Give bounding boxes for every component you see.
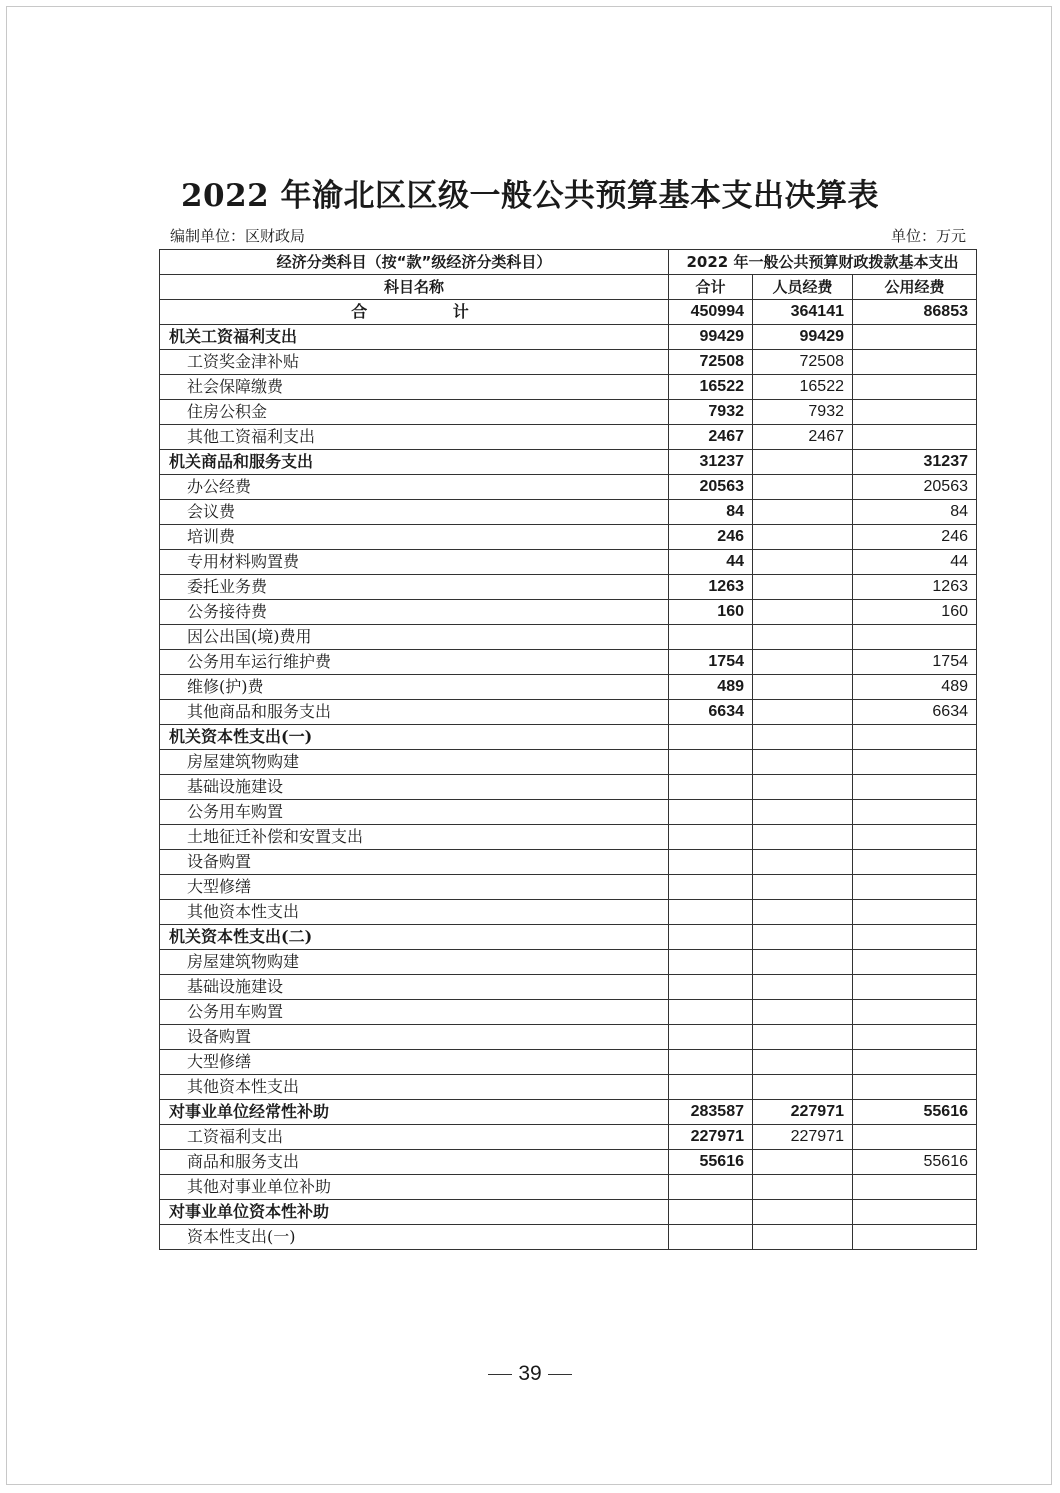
row-item-name: 专用材料购置费 bbox=[160, 550, 669, 575]
row-total-value bbox=[669, 950, 753, 975]
row-public-value bbox=[853, 1050, 977, 1075]
row-item-name: 商品和服务支出 bbox=[160, 1150, 669, 1175]
table-row bbox=[160, 875, 977, 900]
row-item-name: 其他工资福利支出 bbox=[160, 425, 669, 450]
table-row bbox=[160, 1000, 977, 1025]
row-public-value bbox=[853, 350, 977, 375]
table-body bbox=[160, 300, 977, 1250]
row-personnel-value bbox=[753, 700, 853, 725]
row-total-value: 72508 bbox=[669, 350, 753, 375]
header-total: 合计 bbox=[669, 275, 753, 300]
row-public-value: 1754 bbox=[853, 650, 977, 675]
row-public-value: 160 bbox=[853, 600, 977, 625]
row-public-value: 1263 bbox=[853, 575, 977, 600]
row-public-value: 246 bbox=[853, 525, 977, 550]
row-public-value bbox=[853, 925, 977, 950]
row-total-value: 1754 bbox=[669, 650, 753, 675]
row-personnel-value bbox=[753, 500, 853, 525]
row-total-value bbox=[669, 1225, 753, 1250]
row-item-name: 公务用车购置 bbox=[160, 1000, 669, 1025]
row-public-value: 489 bbox=[853, 675, 977, 700]
row-personnel-value: 16522 bbox=[753, 375, 853, 400]
row-item-name: 合 计 bbox=[160, 300, 669, 325]
row-personnel-value bbox=[753, 850, 853, 875]
row-public-value bbox=[853, 825, 977, 850]
table-row bbox=[160, 950, 977, 975]
row-personnel-value: 99429 bbox=[753, 325, 853, 350]
row-public-value bbox=[853, 325, 977, 350]
row-total-value bbox=[669, 625, 753, 650]
row-item-name: 机关资本性支出(一) bbox=[160, 725, 669, 750]
row-item-name: 大型修缮 bbox=[160, 1050, 669, 1075]
row-item-name: 机关资本性支出(二) bbox=[160, 925, 669, 950]
row-total-value: 55616 bbox=[669, 1150, 753, 1175]
row-total-value: 160 bbox=[669, 600, 753, 625]
row-total-value bbox=[669, 900, 753, 925]
row-personnel-value bbox=[753, 550, 853, 575]
row-public-value bbox=[853, 400, 977, 425]
row-item-name: 对事业单位经常性补助 bbox=[160, 1100, 669, 1125]
row-personnel-value bbox=[753, 625, 853, 650]
row-total-value bbox=[669, 775, 753, 800]
table-row bbox=[160, 1025, 977, 1050]
row-personnel-value bbox=[753, 725, 853, 750]
row-item-name: 其他商品和服务支出 bbox=[160, 700, 669, 725]
table-row bbox=[160, 800, 977, 825]
row-total-value: 450994 bbox=[669, 300, 753, 325]
row-item-name: 房屋建筑物购建 bbox=[160, 750, 669, 775]
row-item-name: 对事业单位资本性补助 bbox=[160, 1200, 669, 1225]
row-personnel-value bbox=[753, 675, 853, 700]
table-row bbox=[160, 600, 977, 625]
row-personnel-value bbox=[753, 950, 853, 975]
table-row bbox=[160, 900, 977, 925]
row-public-value bbox=[853, 950, 977, 975]
row-item-name: 设备购置 bbox=[160, 1025, 669, 1050]
row-item-name: 其他对事业单位补助 bbox=[160, 1175, 669, 1200]
row-personnel-value bbox=[753, 1075, 853, 1100]
row-item-name: 公务用车运行维护费 bbox=[160, 650, 669, 675]
row-public-value: 55616 bbox=[853, 1100, 977, 1125]
row-total-value bbox=[669, 1000, 753, 1025]
row-personnel-value bbox=[753, 1200, 853, 1225]
row-total-value: 7932 bbox=[669, 400, 753, 425]
table-row bbox=[160, 700, 977, 725]
table-row bbox=[160, 1150, 977, 1175]
table-row bbox=[160, 525, 977, 550]
row-personnel-value bbox=[753, 925, 853, 950]
row-total-value bbox=[669, 925, 753, 950]
table-row bbox=[160, 850, 977, 875]
row-item-name: 因公出国(境)费用 bbox=[160, 625, 669, 650]
row-public-value bbox=[853, 975, 977, 1000]
row-total-value: 489 bbox=[669, 675, 753, 700]
row-public-value: 55616 bbox=[853, 1150, 977, 1175]
budget-table bbox=[159, 249, 977, 1250]
row-item-name: 其他资本性支出 bbox=[160, 900, 669, 925]
row-public-value bbox=[853, 850, 977, 875]
row-personnel-value bbox=[753, 900, 853, 925]
row-item-name: 资本性支出(一) bbox=[160, 1225, 669, 1250]
row-personnel-value bbox=[753, 975, 853, 1000]
row-item-name: 委托业务费 bbox=[160, 575, 669, 600]
row-total-value bbox=[669, 1200, 753, 1225]
row-personnel-value: 7932 bbox=[753, 400, 853, 425]
row-public-value bbox=[853, 1025, 977, 1050]
row-public-value bbox=[853, 425, 977, 450]
row-personnel-value: 2467 bbox=[753, 425, 853, 450]
row-personnel-value bbox=[753, 1000, 853, 1025]
row-total-value bbox=[669, 850, 753, 875]
table-row bbox=[160, 1200, 977, 1225]
row-personnel-value bbox=[753, 1050, 853, 1075]
row-public-value: 84 bbox=[853, 500, 977, 525]
table-row bbox=[160, 750, 977, 775]
page-number-value: 39 bbox=[518, 1362, 542, 1385]
table-row bbox=[160, 400, 977, 425]
row-total-value: 20563 bbox=[669, 475, 753, 500]
table-row bbox=[160, 1225, 977, 1250]
table-row bbox=[160, 575, 977, 600]
row-item-name: 培训费 bbox=[160, 525, 669, 550]
unit-label: 单位：万元 bbox=[890, 227, 966, 245]
row-total-value: 246 bbox=[669, 525, 753, 550]
row-personnel-value: 72508 bbox=[753, 350, 853, 375]
row-personnel-value bbox=[753, 450, 853, 475]
row-public-value bbox=[853, 1075, 977, 1100]
row-personnel-value bbox=[753, 525, 853, 550]
row-personnel-value bbox=[753, 575, 853, 600]
table-row bbox=[160, 975, 977, 1000]
row-public-value bbox=[853, 1175, 977, 1200]
row-item-name: 设备购置 bbox=[160, 850, 669, 875]
header-personnel: 人员经费 bbox=[753, 275, 853, 300]
row-public-value bbox=[853, 725, 977, 750]
row-personnel-value bbox=[753, 650, 853, 675]
table-row bbox=[160, 375, 977, 400]
header-classification: 经济分类科目（按“款”级经济分类科目） bbox=[160, 250, 669, 275]
row-public-value: 20563 bbox=[853, 475, 977, 500]
page-number-dash-right bbox=[548, 1374, 572, 1375]
row-total-value: 227971 bbox=[669, 1125, 753, 1150]
row-item-name: 基础设施建设 bbox=[160, 975, 669, 1000]
row-total-value: 44 bbox=[669, 550, 753, 575]
compiler-label: 编制单位：区财政局 bbox=[170, 227, 306, 245]
table-row bbox=[160, 1175, 977, 1200]
row-total-value: 16522 bbox=[669, 375, 753, 400]
row-public-value bbox=[853, 375, 977, 400]
table-row bbox=[160, 325, 977, 350]
row-item-name: 维修(护)费 bbox=[160, 675, 669, 700]
table-row bbox=[160, 425, 977, 450]
row-public-value: 6634 bbox=[853, 700, 977, 725]
row-item-name: 公务接待费 bbox=[160, 600, 669, 625]
row-total-value bbox=[669, 1175, 753, 1200]
table-row bbox=[160, 775, 977, 800]
row-item-name: 其他资本性支出 bbox=[160, 1075, 669, 1100]
row-item-name: 基础设施建设 bbox=[160, 775, 669, 800]
row-personnel-value bbox=[753, 475, 853, 500]
page-number-dash-left bbox=[488, 1374, 512, 1375]
row-total-value: 99429 bbox=[669, 325, 753, 350]
row-item-name: 房屋建筑物购建 bbox=[160, 950, 669, 975]
table-row bbox=[160, 500, 977, 525]
row-public-value: 44 bbox=[853, 550, 977, 575]
row-personnel-value bbox=[753, 1175, 853, 1200]
row-total-value bbox=[669, 1075, 753, 1100]
row-total-value bbox=[669, 825, 753, 850]
row-personnel-value bbox=[753, 875, 853, 900]
row-item-name: 大型修缮 bbox=[160, 875, 669, 900]
row-public-value bbox=[853, 750, 977, 775]
row-item-name: 社会保障缴费 bbox=[160, 375, 669, 400]
row-public-value bbox=[853, 1125, 977, 1150]
table-row bbox=[160, 1050, 977, 1075]
row-total-value bbox=[669, 975, 753, 1000]
table-row bbox=[160, 550, 977, 575]
table-row bbox=[160, 625, 977, 650]
table-row bbox=[160, 1125, 977, 1150]
row-total-value: 1263 bbox=[669, 575, 753, 600]
table-row bbox=[160, 725, 977, 750]
row-personnel-value bbox=[753, 825, 853, 850]
row-item-name: 机关工资福利支出 bbox=[160, 325, 669, 350]
row-public-value bbox=[853, 625, 977, 650]
row-public-value: 86853 bbox=[853, 300, 977, 325]
table-row bbox=[160, 825, 977, 850]
table-row bbox=[160, 925, 977, 950]
row-personnel-value bbox=[753, 600, 853, 625]
row-item-name: 住房公积金 bbox=[160, 400, 669, 425]
row-total-value: 31237 bbox=[669, 450, 753, 475]
row-personnel-value bbox=[753, 1225, 853, 1250]
row-personnel-value: 227971 bbox=[753, 1100, 853, 1125]
table-row bbox=[160, 475, 977, 500]
table-row bbox=[160, 350, 977, 375]
row-item-name: 公务用车购置 bbox=[160, 800, 669, 825]
row-personnel-value bbox=[753, 800, 853, 825]
table-row bbox=[160, 675, 977, 700]
row-total-value: 2467 bbox=[669, 425, 753, 450]
row-public-value bbox=[853, 1200, 977, 1225]
row-public-value bbox=[853, 875, 977, 900]
table-row bbox=[160, 450, 977, 475]
row-public-value bbox=[853, 775, 977, 800]
row-item-name: 办公经费 bbox=[160, 475, 669, 500]
row-public-value bbox=[853, 900, 977, 925]
table-row bbox=[160, 300, 977, 325]
row-total-value bbox=[669, 725, 753, 750]
row-item-name: 会议费 bbox=[160, 500, 669, 525]
row-public-value: 31237 bbox=[853, 450, 977, 475]
row-public-value bbox=[853, 1225, 977, 1250]
row-personnel-value: 364141 bbox=[753, 300, 853, 325]
table-row bbox=[160, 1075, 977, 1100]
header-budget-group: 2022 年一般公共预算财政拨款基本支出 bbox=[669, 250, 977, 275]
row-total-value: 283587 bbox=[669, 1100, 753, 1125]
header-public: 公用经费 bbox=[853, 275, 977, 300]
row-total-value bbox=[669, 1050, 753, 1075]
row-personnel-value bbox=[753, 775, 853, 800]
table-row bbox=[160, 1100, 977, 1125]
row-item-name: 土地征迁补偿和安置支出 bbox=[160, 825, 669, 850]
row-item-name: 机关商品和服务支出 bbox=[160, 450, 669, 475]
row-total-value bbox=[669, 800, 753, 825]
row-total-value: 6634 bbox=[669, 700, 753, 725]
table-row bbox=[160, 650, 977, 675]
row-total-value bbox=[669, 875, 753, 900]
row-personnel-value: 227971 bbox=[753, 1125, 853, 1150]
header-row-sub bbox=[160, 275, 977, 300]
row-personnel-value bbox=[753, 750, 853, 775]
header-item-name: 科目名称 bbox=[160, 275, 669, 300]
page-number bbox=[0, 1362, 1060, 1386]
row-public-value bbox=[853, 1000, 977, 1025]
row-total-value: 84 bbox=[669, 500, 753, 525]
row-public-value bbox=[853, 800, 977, 825]
header-row-top bbox=[160, 250, 977, 275]
page-title: 2022 年渝北区区级一般公共预算基本支出决算表 bbox=[180, 178, 880, 214]
row-personnel-value bbox=[753, 1025, 853, 1050]
row-personnel-value bbox=[753, 1150, 853, 1175]
row-total-value bbox=[669, 750, 753, 775]
row-item-name: 工资福利支出 bbox=[160, 1125, 669, 1150]
row-item-name: 工资奖金津补贴 bbox=[160, 350, 669, 375]
row-total-value bbox=[669, 1025, 753, 1050]
